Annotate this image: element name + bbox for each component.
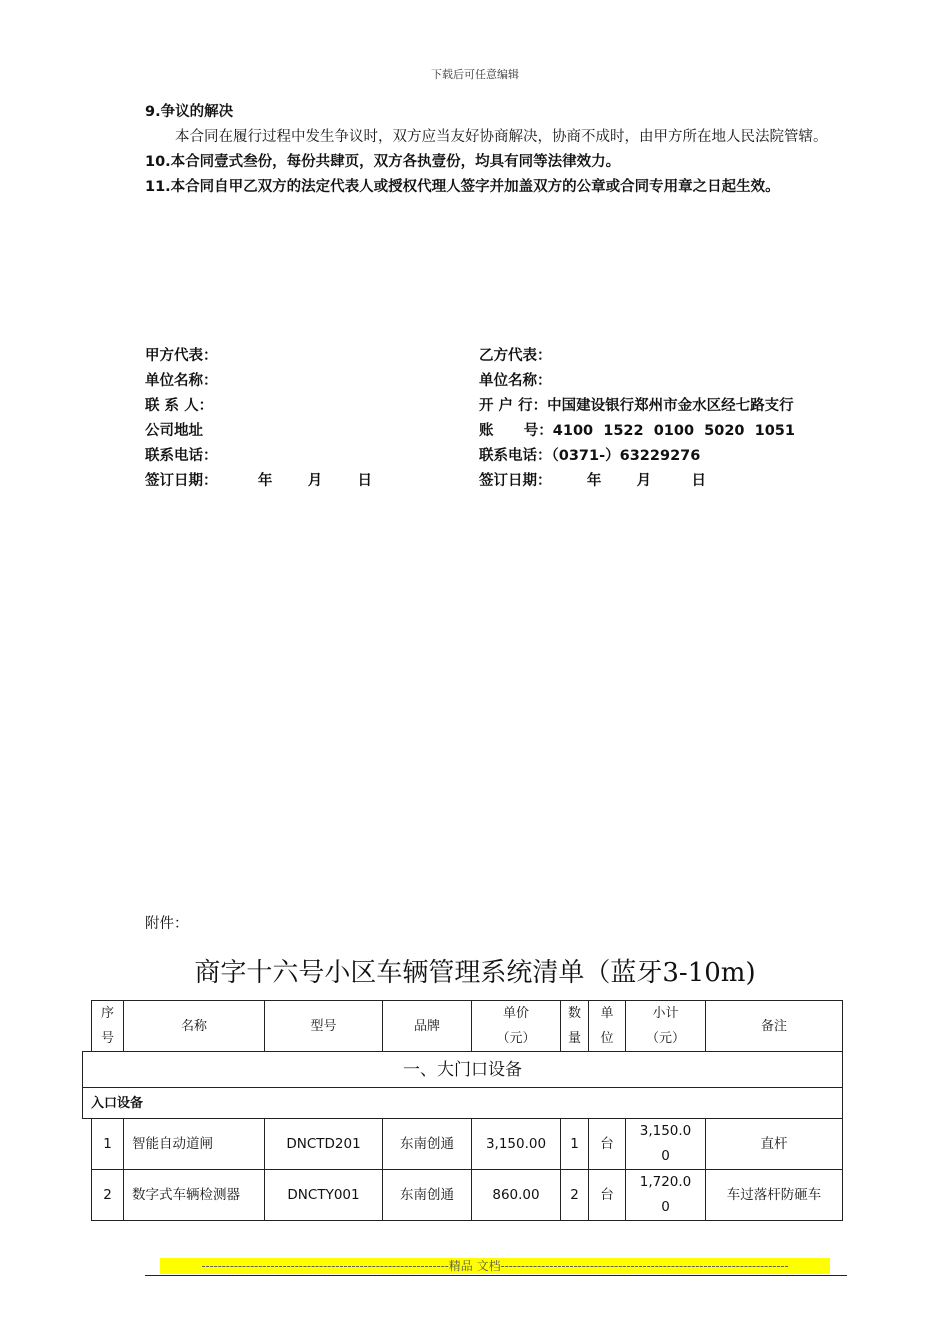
party-a-unit: 单位名称： [145, 373, 218, 389]
party-a-address: 公司地址 [145, 423, 203, 439]
header-model: 型号 [265, 1001, 383, 1052]
header-no: 序号 [92, 1001, 124, 1052]
party-b-rep: 乙方代表： [479, 348, 552, 364]
equipment-table-body [91, 1118, 843, 1221]
cell-subtotal: 3,150.00 [626, 1119, 706, 1170]
cell-qty: 2 [561, 1170, 589, 1221]
table-title: 商字十六号小区车辆管理系统清单（蓝牙3-10m) [194, 958, 756, 988]
cell-unit: 台 [589, 1119, 626, 1170]
cell-brand: 东南创通 [383, 1119, 472, 1170]
contract-clauses [145, 100, 850, 200]
cell-subtotal: 1,720.00 [626, 1170, 706, 1221]
header-price: 单价（元） [472, 1001, 561, 1052]
section-title: 一、大门口设备 [82, 1051, 843, 1088]
attachment-label: 附件： [145, 916, 189, 932]
clause-10: 10.本合同壹式叁份，每份共肆页，双方各执壹份，均具有同等法律效力。 [145, 154, 621, 170]
table-row [92, 1170, 843, 1221]
cell-unit: 台 [589, 1170, 626, 1221]
party-b-account: 账 号：4100 1522 0100 5020 1051 [479, 423, 795, 439]
party-a-phone: 联系电话： [145, 448, 218, 464]
equipment-table-header [91, 1000, 843, 1052]
cell-price: 3,150.00 [472, 1119, 561, 1170]
party-a-contact: 联 系 人： [145, 398, 214, 414]
cell-name: 智能自动道闸 [124, 1119, 265, 1170]
party-b-date: 签订日期： 年 月 日 [479, 473, 707, 489]
cell-qty: 1 [561, 1119, 589, 1170]
clause-11: 11.本合同自甲乙双方的法定代表人或授权代理人签字并加盖双方的公章或合同专用章之日起生效。 [145, 179, 780, 195]
subsection-title: 入口设备 [82, 1087, 843, 1119]
header-name: 名称 [124, 1001, 265, 1052]
header-brand: 品牌 [383, 1001, 472, 1052]
party-b-signature-block [479, 344, 859, 494]
table-row [92, 1119, 843, 1170]
cell-note: 直杆 [706, 1119, 843, 1170]
footer-divider [145, 1275, 847, 1276]
clause-9-body: 本合同在履行过程中发生争议时，双方应当友好协商解决，协商不成时，由甲方所在地人民法院管辖。 [175, 129, 828, 145]
party-a-signature-block [145, 344, 465, 494]
party-a-date: 签订日期： 年 月 日 [145, 473, 373, 489]
clause-9-title: 9.争议的解决 [145, 104, 234, 120]
header-qty: 数量 [561, 1001, 589, 1052]
cell-price: 860.00 [472, 1170, 561, 1221]
header-subtotal: 小计（元） [626, 1001, 706, 1052]
page-footer: -------------------------------------------------------------精品 文档----------------------------------------------------------------------- [160, 1258, 830, 1274]
cell-no: 1 [92, 1119, 124, 1170]
party-b-unit: 单位名称： [479, 373, 552, 389]
cell-no: 2 [92, 1170, 124, 1221]
cell-model: DNCTY001 [265, 1170, 383, 1221]
page-header: 下载后可任意编辑 [431, 68, 519, 81]
cell-name: 数字式车辆检测器 [124, 1170, 265, 1221]
party-b-bank: 开 户 行：中国建设银行郑州市金水区经七路支行 [479, 398, 794, 414]
cell-model: DNCTD201 [265, 1119, 383, 1170]
cell-note: 车过落杆防砸车 [706, 1170, 843, 1221]
party-b-phone: 联系电话：（0371-）63229276 [479, 448, 701, 464]
header-note: 备注 [706, 1001, 843, 1052]
header-unit: 单位 [589, 1001, 626, 1052]
party-a-rep: 甲方代表： [145, 348, 218, 364]
cell-brand: 东南创通 [383, 1170, 472, 1221]
